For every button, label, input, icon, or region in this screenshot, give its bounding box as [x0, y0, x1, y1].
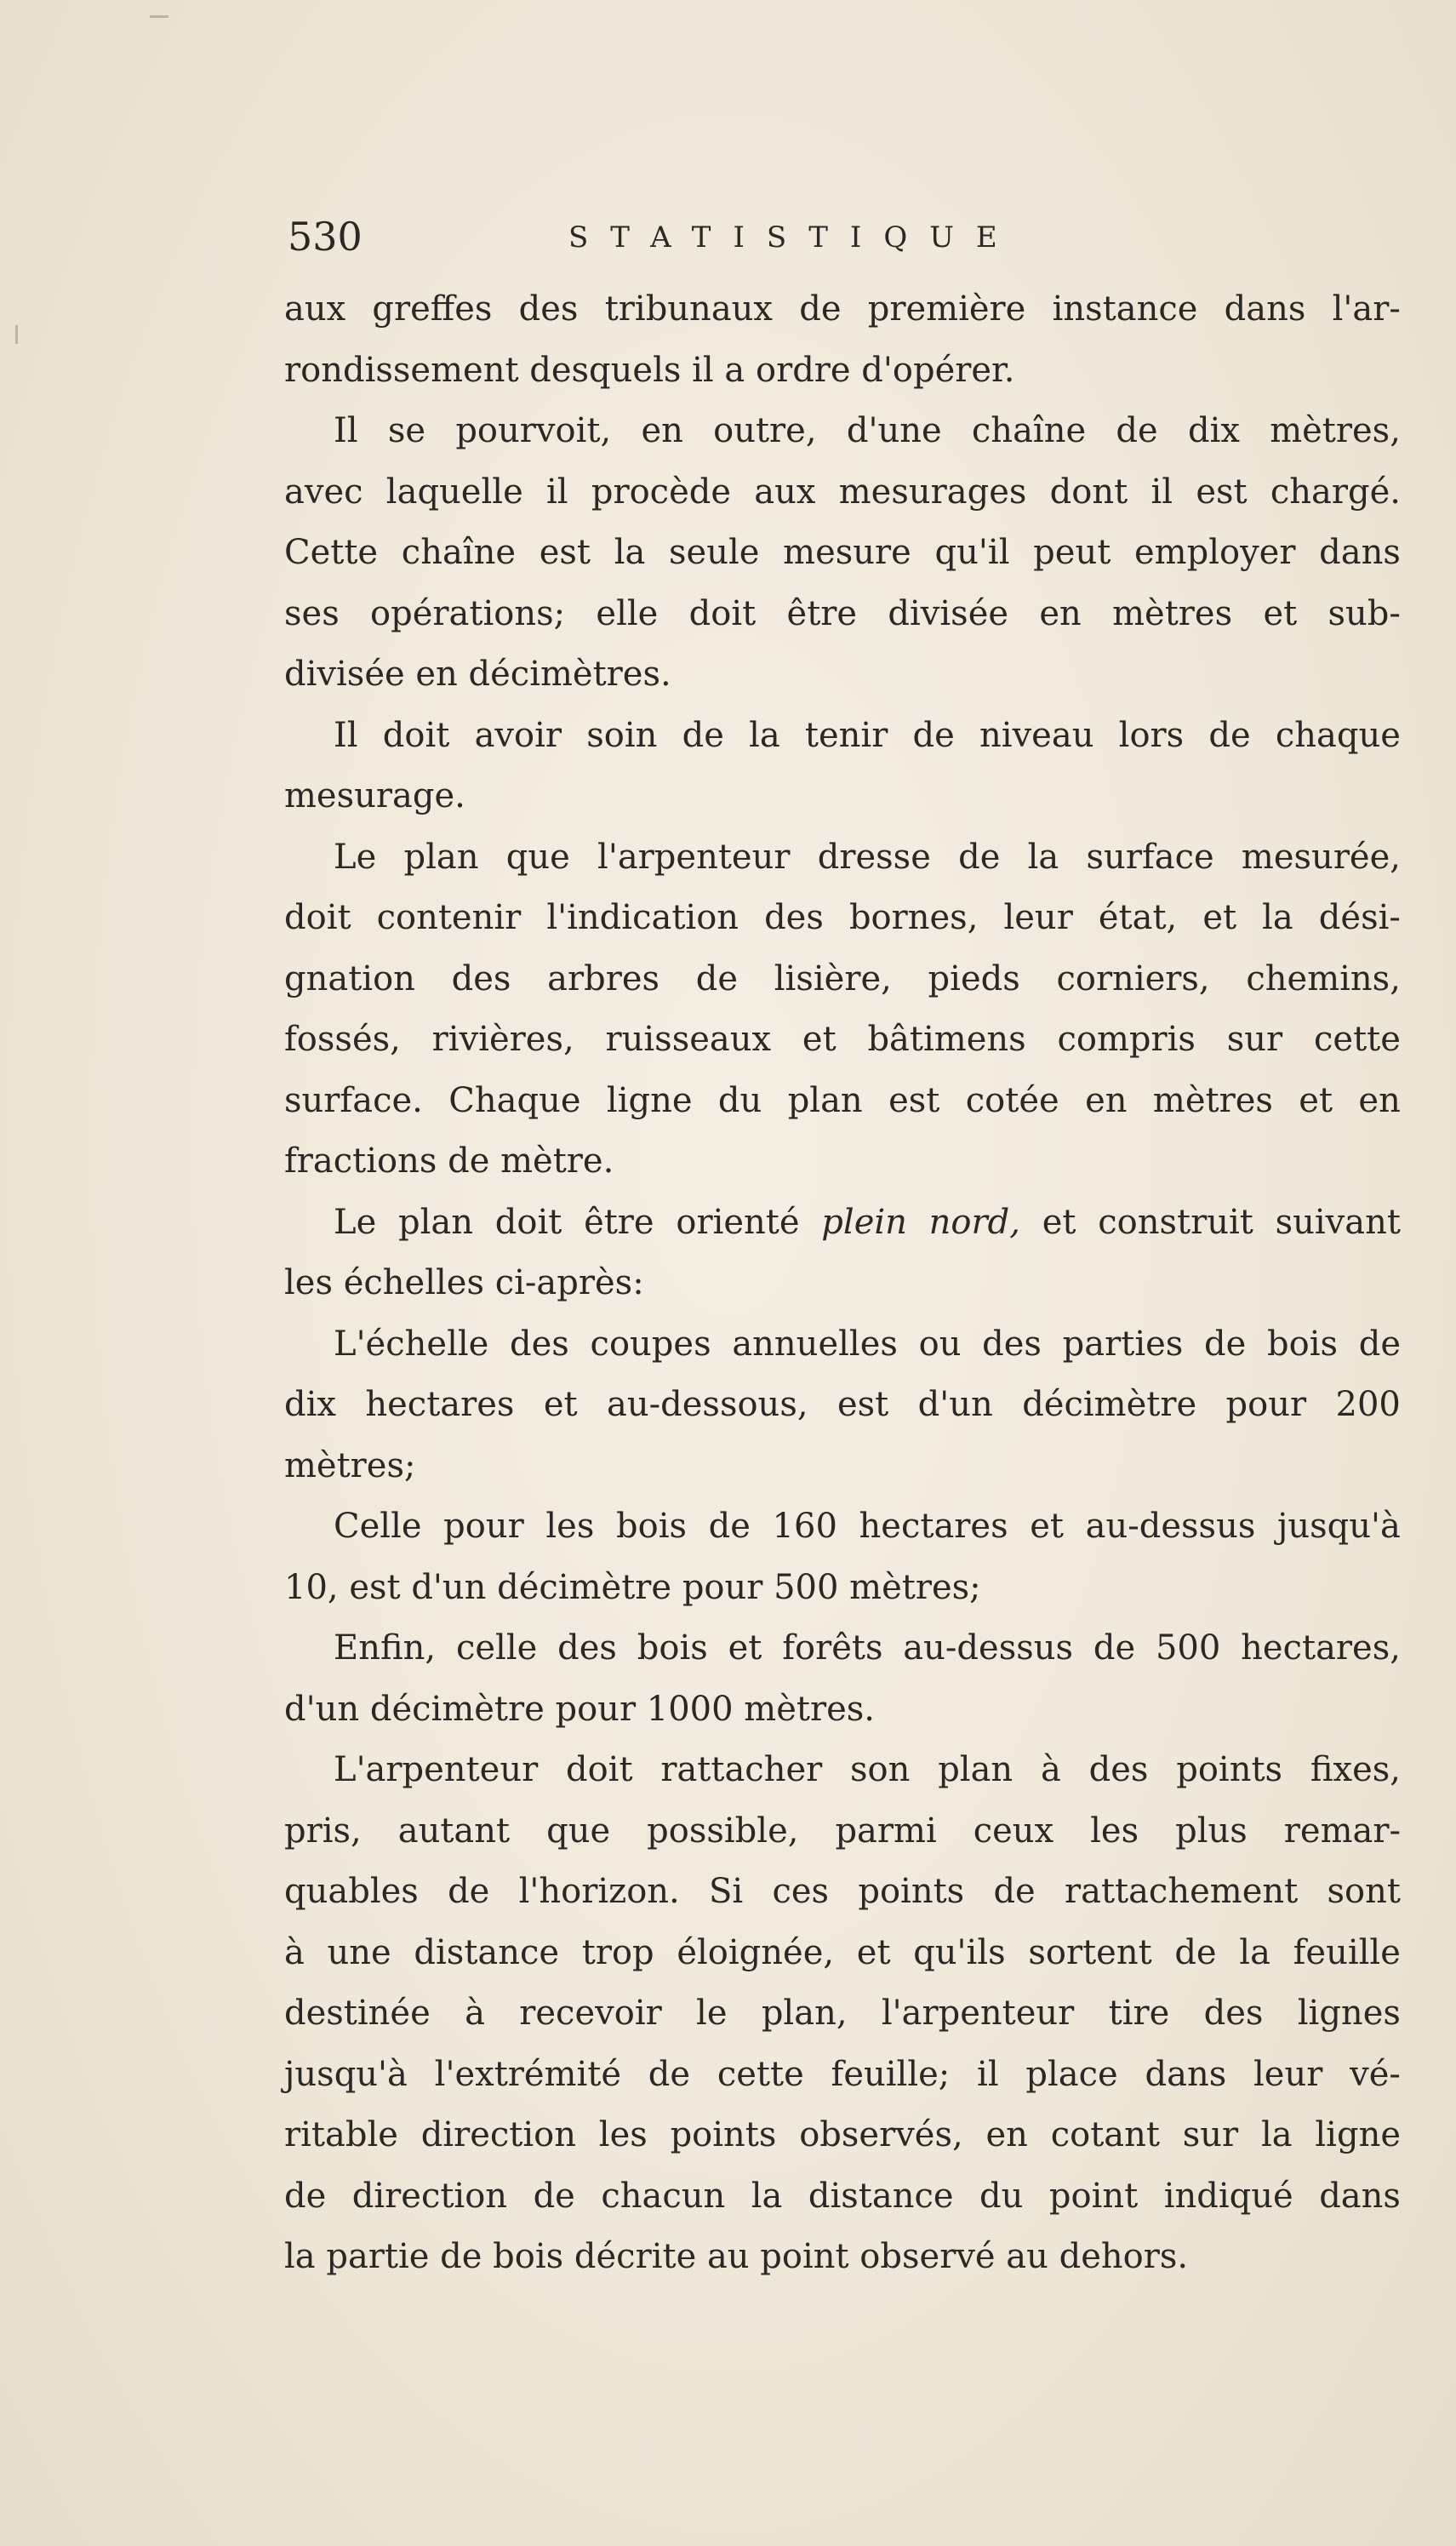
- text-line: Enfin, celle des bois et forêts au-dessus de 500 hectares,: [334, 1628, 1401, 1668]
- text-line: 10, est d'un décimètre pour 500 mètres;: [284, 1567, 981, 1607]
- text-line: mètres;: [284, 1445, 416, 1485]
- paper-speck: [150, 15, 168, 18]
- text-line: destinée à recevoir le plan, l'arpenteur tire des lignes: [284, 1994, 1401, 2033]
- text-line: la partie de bois décrite au point observé au dehors.: [284, 2237, 1189, 2276]
- text-line: fractions de mètre.: [284, 1141, 614, 1181]
- text-line: Le plan que l'arpenteur dresse de la surface mesurée,: [334, 837, 1401, 877]
- text-line: quables de l'horizon. Si ces points de rattachement sont: [284, 1872, 1401, 1911]
- text-line: ritable direction les points observés, en cotant sur la ligne: [284, 2115, 1401, 2154]
- running-head: STATISTIQUE: [568, 220, 1019, 255]
- text-line: de direction de chacun la distance du point indiqué dans: [284, 2176, 1401, 2216]
- text-line: surface. Chaque ligne du plan est cotée en mètres et en: [284, 1080, 1401, 1120]
- text-line: Cette chaîne est la seule mesure qu'il peut employer dans: [284, 533, 1401, 572]
- text-line: à une distance trop éloignée, et qu'ils sortent de la feuille: [284, 1932, 1401, 1972]
- text-line: L'arpenteur doit rattacher son plan à des points fixes,: [334, 1750, 1401, 1789]
- page-number: 530: [288, 214, 363, 260]
- paper-speck: [15, 325, 18, 344]
- text-line: rondissement desquels il a ordre d'opérer.: [284, 350, 1015, 390]
- text-line: gnation des arbres de lisière, pieds corniers, chemins,: [284, 958, 1401, 998]
- text-line: divisée en décimètres.: [284, 655, 671, 694]
- text-line: Celle pour les bois de 160 hectares et au-dessus jusqu'à: [334, 1507, 1401, 1546]
- text-line: Il se pourvoit, en outre, d'une chaîne de dix mètres,: [334, 411, 1401, 450]
- text-line: les échelles ci-après:: [284, 1263, 644, 1302]
- text-line: d'un décimètre pour 1000 mètres.: [284, 1689, 876, 1729]
- text-line: ses opérations; elle doit être divisée en mètres et sub-: [284, 593, 1401, 633]
- text-line: avec laquelle il procède aux mesurages dont il est chargé.: [284, 472, 1401, 512]
- text-line: mesurage.: [284, 776, 465, 815]
- text-line: dix hectares et au-dessous, est d'un décimètre pour 200: [284, 1385, 1401, 1424]
- text-line: aux greffes des tribunaux de première instance dans l'ar-: [284, 289, 1401, 329]
- text-line: fossés, rivières, ruisseaux et bâtimens compris sur cette: [284, 1020, 1401, 1059]
- text-line: pris, autant que possible, parmi ceux les plus remar-: [284, 1811, 1401, 1851]
- text-line: doit contenir l'indication des bornes, leur état, et la dési-: [284, 898, 1401, 937]
- text-line: jusqu'à l'extrémité de cette feuille; il place dans leur vé-: [284, 2054, 1401, 2094]
- body-text: [284, 279, 1401, 2288]
- text-line: Le plan doit être orienté plein nord, et construit suivant: [334, 1202, 1401, 1242]
- text-line: Il doit avoir soin de la tenir de niveau lors de chaque: [334, 715, 1401, 755]
- text-line: L'échelle des coupes annuelles ou des parties de bois de: [334, 1324, 1401, 1364]
